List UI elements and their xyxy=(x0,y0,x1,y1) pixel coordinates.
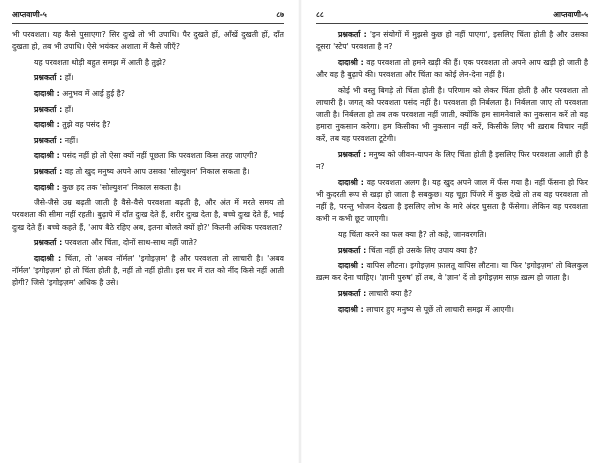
paragraph xyxy=(12,197,284,234)
paragraph-text: कुछ हद तक 'सोल्युशन' निकाल सकता है। xyxy=(62,182,181,192)
right-running-title: आप्तवाणी-५ xyxy=(553,10,588,19)
speaker-label: दादाश्री : xyxy=(338,304,364,314)
left-page-header xyxy=(12,8,284,24)
speaker-label: प्रश्नकर्ता : xyxy=(34,166,63,176)
speaker-label: दादाश्री : xyxy=(34,253,62,263)
left-page xyxy=(12,8,284,456)
paragraph-text: यह परवशता थोड़ी बहुत समझ में आती है तुझे? xyxy=(34,57,166,67)
paragraph xyxy=(12,150,284,162)
speaker-label: प्रश्नकर्ता : xyxy=(338,30,367,39)
book-gutter xyxy=(298,0,302,463)
paragraph xyxy=(316,57,588,81)
paragraph xyxy=(316,85,588,146)
paragraph xyxy=(316,229,588,241)
paragraph-text: परवशता और चिंता, दोनों साथ-साथ नहीं जाते? xyxy=(64,238,198,248)
paragraph-text: वह परवशता अलग है। यह खुद अपने जाल में फँस गया है। नहीं फँसना हो फिर भी कुदरती रूप से खड़ा हो जाता है सबकुछ। यह चूहा पिंजरे में कुछ देखे तो तब वह परवशता तो नहीं है, परन्तु भोजन देखता है इसलिए लोभ के मारे अंदर घुसता है फँसेगा। लेकिन वह परवशता कभी न कभी छूट जाएगी। xyxy=(316,177,588,224)
paragraph-text: मनुष्य को जीवन-यापन के लिए चिंता होती है इसलिए फिर परवशता आती ही है न? xyxy=(316,150,588,172)
speaker-label: प्रश्नकर्ता : xyxy=(34,104,63,114)
paragraph-text: वह तो खुद मनुष्य अपने आप उसका 'सोल्युशन' निकाल सकता है। xyxy=(64,166,250,176)
left-page-body xyxy=(12,24,284,289)
paragraph-text: यह चिंता करने का फल क्या है? तो कहे, जानवरगति। xyxy=(338,230,487,239)
paragraph-text: चिंता, तो 'अबव नॉर्मल' 'इगोइज़म' है और परवशता तो लाचारी है। 'अबव नॉर्मल' 'इगोइज़म' हो तो चिंता होती है, नहीं तो नहीं होती। इस घर में रात को नींद किसे नहीं आती होगी? जिसे 'इगोइज़म' अधिक है उसे। xyxy=(12,253,284,288)
right-page xyxy=(316,8,588,456)
paragraph xyxy=(316,245,588,257)
speaker-label: प्रश्नकर्ता : xyxy=(338,150,367,159)
paragraph-text: तुझे वह पसंद है? xyxy=(62,120,111,130)
paragraph xyxy=(316,288,588,300)
speaker-label: दादाश्री : xyxy=(338,57,364,67)
speaker-label: दादाश्री : xyxy=(34,88,60,98)
paragraph xyxy=(12,135,284,147)
paragraph xyxy=(12,72,284,84)
paragraph xyxy=(12,88,284,100)
right-page-body xyxy=(316,24,588,316)
paragraph xyxy=(12,104,284,116)
paragraph-text: लाचार हुए मनुष्य से पूछें तो लाचारी समझ में आएगी। xyxy=(366,304,514,314)
paragraph xyxy=(316,29,588,53)
left-page-number: ८७ xyxy=(276,10,284,19)
paragraph-text: हाँ। xyxy=(64,104,74,114)
paragraph-text: लाचारी क्या है? xyxy=(368,288,413,298)
speaker-label: दादाश्री : xyxy=(338,177,364,187)
speaker-label: प्रश्नकर्ता : xyxy=(338,288,367,298)
right-page-number: ८८ xyxy=(316,10,324,19)
paragraph-text: कोई भी वस्तु बिगड़े तो चिंता होती है। परिणाम को लेकर चिंता होती है और परवशता तो लाचारी है। जगत् को परवशता पसंद नहीं है। परवशता ही निर्बलता है। निर्बलता जाए तो परवशता जाती है। निर्बलता हो तब तक परवशता नहीं जाती, क्योंकि हम सामनेवाले का नुकसान करें तो वह हमारा नुकसान करेगा। हम किसीका भी नुकसान नहीं करें, किसीके लिए भी ख़राब विचार नहीं करें, तब यह परवशता टूटेगी। xyxy=(316,85,588,144)
paragraph-text: अनुभव में आई हुई है? xyxy=(62,88,125,98)
speaker-label: दादाश्री : xyxy=(34,151,60,161)
paragraph xyxy=(316,149,588,173)
speaker-label: दादाश्री : xyxy=(338,261,364,271)
paragraph-text: भी परवशता। यह कैसे पुसाएगा? सिर दुःखे तो भी उपाधि। पैर दुखते हों, आँखें दुखती हों, दाँत दुखता हो, तब भी उपाधि। ऐसे भयंकर अशाता में कैसे जीएँ? xyxy=(12,30,284,52)
paragraph xyxy=(316,177,588,226)
paragraph-text: हाँ। xyxy=(64,73,74,83)
paragraph xyxy=(12,253,284,290)
speaker-label: प्रश्नकर्ता : xyxy=(34,135,63,145)
paragraph xyxy=(316,260,588,284)
paragraph xyxy=(12,182,284,194)
paragraph xyxy=(12,29,284,53)
paragraph xyxy=(12,119,284,131)
speaker-label: प्रश्नकर्ता : xyxy=(34,73,63,83)
paragraph-text: वह परवशता तो हमने खड़ी की हैं। एक परवशता तो अपने आप खड़ी हो जाती है और वह है बुढ़ापे की। परवशता और चिंता का कोई लेन-देना नहीं है। xyxy=(316,57,588,79)
left-running-title: आप्तवाणी-५ xyxy=(12,10,47,19)
paragraph-text: 'इन संयोगों में मुझसे कुछ हो नहीं पाएगा', इसलिए चिंता होती है और उसका दूसरा 'स्टेप' परवशता है न? xyxy=(316,30,588,52)
speaker-label: दादाश्री : xyxy=(34,120,60,130)
paragraph-text: नहीं। xyxy=(64,135,79,145)
paragraph xyxy=(12,57,284,69)
paragraph-text: चिंता नहीं हो उसके लिए उपाय क्या है? xyxy=(368,245,478,255)
speaker-label: प्रश्नकर्ता : xyxy=(34,238,63,248)
paragraph xyxy=(316,304,588,316)
speaker-label: दादाश्री : xyxy=(34,182,60,192)
paragraph-text: पसंद नहीं हो तो ऐसा क्यों नहीं पूछता कि परवशता किस तरह जाएगी? xyxy=(62,151,258,161)
speaker-label: प्रश्नकर्ता : xyxy=(338,245,367,255)
paragraph-text: जैसे-जैसे उम्र बढ़ती जाती है वैसे-वैसे परवशता बढ़ती है, और अंत में मरते समय तो परवशता की सीमा नहीं रहती। बुढ़ापे में दाँत दुःख देते हैं, शरीर दुःख देता है, बच्चे दुःख देते हैं, भाई दुःख देते हैं। बच्चे कहते हैं, 'आप बैठे रहिए अब, इतना बोलते क्यों हो?' कितनी अधिक परवशता? xyxy=(12,198,284,232)
right-page-header xyxy=(316,8,588,24)
paragraph xyxy=(12,166,284,178)
paragraph-text: वापिस लौटना। इगोइज़म फ़ालतू वापिस लौटना। या फिर 'इगोइज़म' तो बिलकुल ख़त्म कर देना चाहिए। 'ज्ञानी पुरुष' हों तब, वे 'ज्ञान' दें तो इगोइज़म साफ़ ख़त्म हो जाता है। xyxy=(316,261,588,283)
paragraph xyxy=(12,237,284,249)
